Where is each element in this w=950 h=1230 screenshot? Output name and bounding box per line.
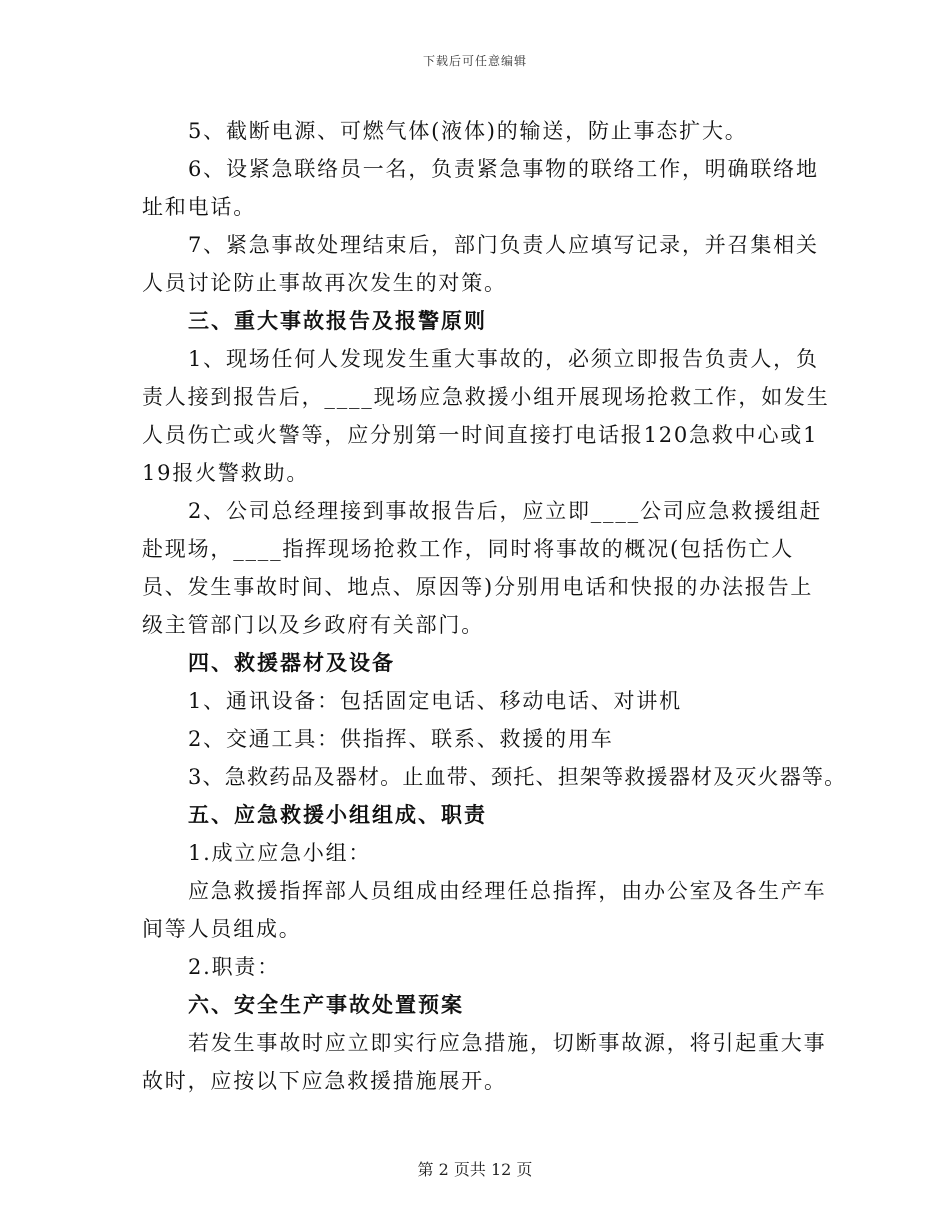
paragraph-item-6: 6、设紧急联络员一名，负责紧急事物的联络工作，明确联络地址和电话。 — [142, 157, 819, 219]
section-heading-6: 六、安全生产事故处置预案 — [188, 992, 464, 1017]
page-header-note: 下载后可任意编辑 — [422, 54, 527, 68]
section-3-item-2: 2、公司总经理接到事故报告后，应立即____公司应急救援组赶赴现场，____指挥现场抢救工作，同时将事故的概况(包括伤亡人员、发生事故时间、地点、原因等)分别用电话和快报的办法报告上级主管部门以及乡政府有关部门。 — [142, 499, 823, 637]
page-number: 第 2 页共 12 页 — [417, 1160, 533, 1179]
section-6-body: 若发生事故时应立即实行应急措施，切断事故源，将引起重大事故时，应按以下应急救援措施展开。 — [142, 1031, 827, 1093]
paragraph-item-7: 7、紧急事故处理结束后，部门负责人应填写记录，并召集相关人员讨论防止事故再次发生的对策。 — [142, 233, 819, 295]
section-4-item-1: 1、通讯设备：包括固定电话、移动电话、对讲机 — [188, 689, 682, 713]
document-body — [142, 112, 847, 1100]
section-heading-3: 三、重大事故报告及报警原则 — [188, 308, 487, 333]
section-5-item-1-body: 应急救援指挥部人员组成由经理任总指挥，由办公室及各生产车间等人员组成。 — [142, 879, 827, 941]
section-5-item-2: 2.职责： — [188, 955, 281, 979]
section-5-item-1: 1.成立应急小组： — [188, 841, 372, 865]
section-3-item-1: 1、现场任何人发现发生重大事故的，必须立即报告负责人，负责人接到报告后，____现场应急救援小组开展现场抢救工作，如发生人员伤亡或火警等，应分别第一时间直接打电话报120急救中心或119报火警救助。 — [142, 347, 830, 485]
section-4-item-2: 2、交通工具：供指挥、联系、救援的用车 — [188, 727, 614, 751]
section-heading-4: 四、救援器材及设备 — [188, 650, 395, 675]
section-heading-5: 五、应急救援小组组成、职责 — [188, 802, 487, 827]
paragraph-item-5: 5、截断电源、可燃气体(液体)的输送，防止事态扩大。 — [188, 119, 748, 143]
section-4-item-3: 3、急救药品及器材。止血带、颈托、担架等救援器材及灭火器等。 — [188, 765, 847, 789]
